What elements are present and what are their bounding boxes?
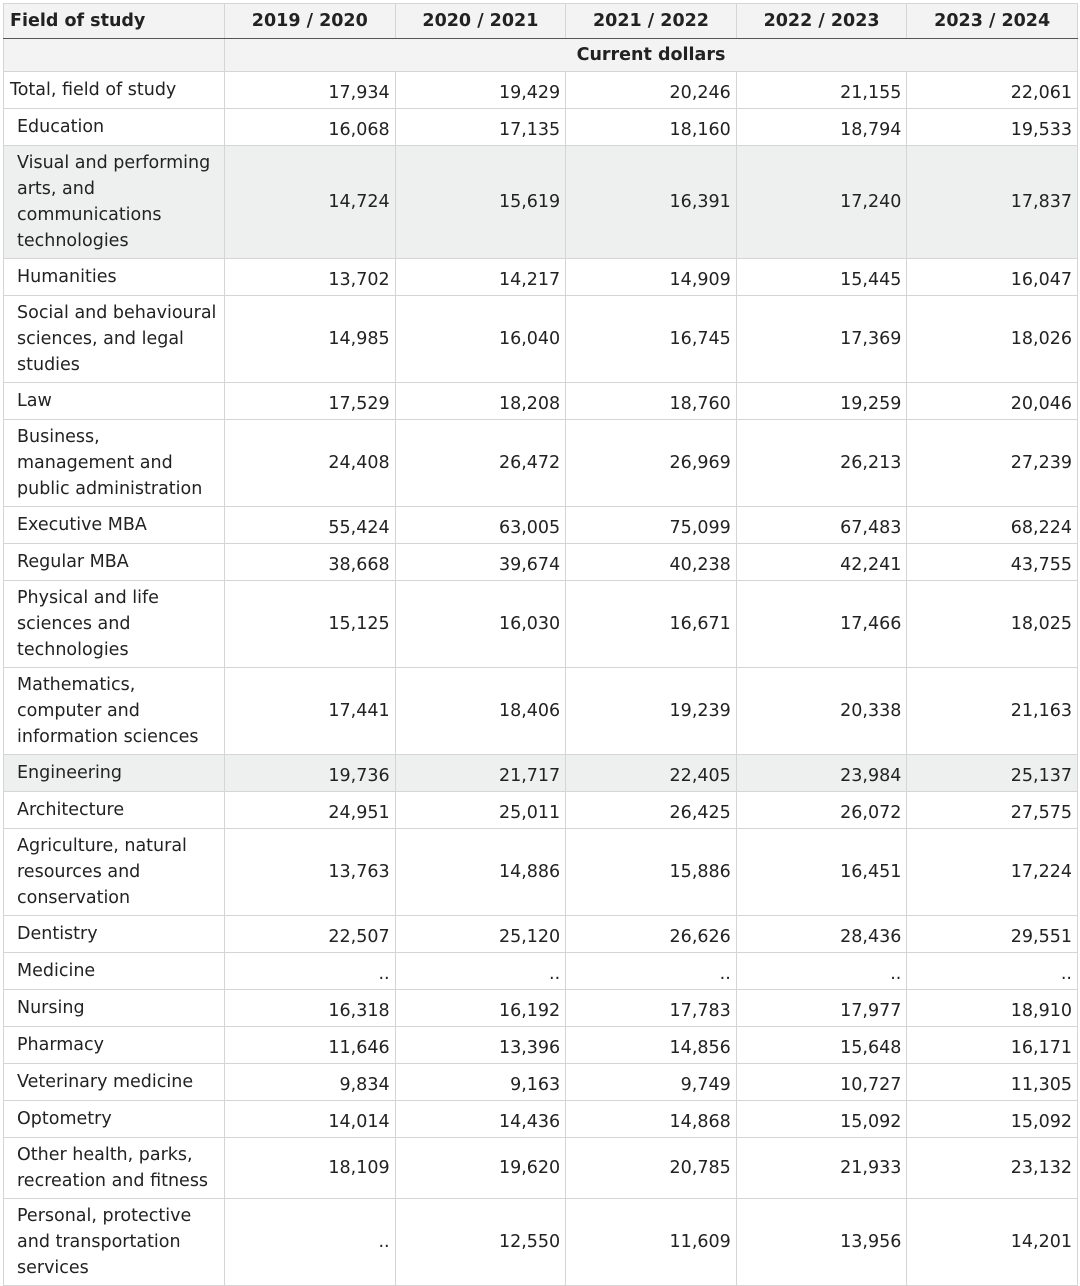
cell-2019-2020: 55,424 — [225, 507, 396, 544]
column-header-2019-2020[interactable]: 2019 / 2020 — [225, 4, 396, 39]
cell-2019-2020: 16,068 — [225, 109, 396, 146]
table-row — [4, 259, 1078, 296]
row-label: Executive MBA — [4, 507, 225, 544]
cell-2023-2024: 29,551 — [907, 916, 1078, 953]
units-row — [4, 39, 1078, 72]
cell-2021-2022: .. — [566, 953, 737, 990]
cell-2020-2021: 14,436 — [395, 1101, 566, 1138]
cell-2022-2023: 19,259 — [736, 383, 907, 420]
cell-2021-2022: 18,760 — [566, 383, 737, 420]
cell-2019-2020: 17,529 — [225, 383, 396, 420]
cell-2023-2024: 18,026 — [907, 296, 1078, 383]
cell-2020-2021: 16,192 — [395, 990, 566, 1027]
cell-2020-2021: .. — [395, 953, 566, 990]
cell-2019-2020: 14,014 — [225, 1101, 396, 1138]
row-label: Regular MBA — [4, 544, 225, 581]
cell-2020-2021: 12,550 — [395, 1199, 566, 1286]
row-label: Medicine — [4, 953, 225, 990]
cell-2021-2022: 11,609 — [566, 1199, 737, 1286]
cell-2022-2023: 21,155 — [736, 72, 907, 109]
cell-2022-2023: 42,241 — [736, 544, 907, 581]
cell-2019-2020: 22,507 — [225, 916, 396, 953]
cell-2023-2024: 21,163 — [907, 668, 1078, 755]
cell-2019-2020: 17,934 — [225, 72, 396, 109]
cell-2022-2023: 15,445 — [736, 259, 907, 296]
table-row — [4, 1138, 1078, 1199]
cell-2022-2023: 26,072 — [736, 792, 907, 829]
cell-2020-2021: 25,120 — [395, 916, 566, 953]
cell-2022-2023: 16,451 — [736, 829, 907, 916]
cell-2019-2020: 11,646 — [225, 1027, 396, 1064]
header-row — [4, 4, 1078, 39]
row-label: Other health, parks, recreation and fitness — [4, 1138, 225, 1199]
cell-2023-2024: 17,837 — [907, 146, 1078, 259]
cell-2023-2024: 68,224 — [907, 507, 1078, 544]
cell-2020-2021: 19,429 — [395, 72, 566, 109]
cell-2021-2022: 22,405 — [566, 755, 737, 792]
cell-2019-2020: 13,763 — [225, 829, 396, 916]
table-body — [4, 72, 1078, 1286]
cell-2019-2020: 17,441 — [225, 668, 396, 755]
row-label: Physical and life sciences and technologies — [4, 581, 225, 668]
cell-2019-2020: 24,951 — [225, 792, 396, 829]
cell-2020-2021: 14,886 — [395, 829, 566, 916]
cell-2019-2020: 18,109 — [225, 1138, 396, 1199]
table-row — [4, 1101, 1078, 1138]
cell-2021-2022: 26,969 — [566, 420, 737, 507]
column-header-field-of-study[interactable]: Field of study — [4, 4, 225, 39]
cell-2022-2023: 23,984 — [736, 755, 907, 792]
cell-2023-2024: 14,201 — [907, 1199, 1078, 1286]
cell-2022-2023: 17,240 — [736, 146, 907, 259]
cell-2019-2020: 38,668 — [225, 544, 396, 581]
cell-2023-2024: 25,137 — [907, 755, 1078, 792]
cell-2021-2022: 17,783 — [566, 990, 737, 1027]
row-label: Veterinary medicine — [4, 1064, 225, 1101]
cell-2020-2021: 13,396 — [395, 1027, 566, 1064]
cell-2020-2021: 17,135 — [395, 109, 566, 146]
row-label: Social and behavioural sciences, and legal studies — [4, 296, 225, 383]
row-label: Business, management and public administration — [4, 420, 225, 507]
row-label: Optometry — [4, 1101, 225, 1138]
cell-2021-2022: 26,425 — [566, 792, 737, 829]
row-label: Personal, protective and transportation services — [4, 1199, 225, 1286]
cell-2021-2022: 20,246 — [566, 72, 737, 109]
cell-2020-2021: 18,208 — [395, 383, 566, 420]
cell-2020-2021: 14,217 — [395, 259, 566, 296]
table-row — [4, 296, 1078, 383]
table-row — [4, 916, 1078, 953]
cell-2021-2022: 40,238 — [566, 544, 737, 581]
cell-2023-2024: 15,092 — [907, 1101, 1078, 1138]
row-label: Visual and performing arts, and communications technologies — [4, 146, 225, 259]
cell-2021-2022: 18,160 — [566, 109, 737, 146]
cell-2019-2020: 16,318 — [225, 990, 396, 1027]
cell-2022-2023: 15,092 — [736, 1101, 907, 1138]
table-row — [4, 109, 1078, 146]
row-label: Law — [4, 383, 225, 420]
table-header — [4, 4, 1078, 72]
table-row — [4, 544, 1078, 581]
units-row-spacer — [4, 39, 225, 72]
cell-2021-2022: 19,239 — [566, 668, 737, 755]
cell-2023-2024: 27,239 — [907, 420, 1078, 507]
cell-2022-2023: 13,956 — [736, 1199, 907, 1286]
cell-2023-2024: 11,305 — [907, 1064, 1078, 1101]
cell-2021-2022: 14,868 — [566, 1101, 737, 1138]
cell-2023-2024: 23,132 — [907, 1138, 1078, 1199]
cell-2023-2024: 18,910 — [907, 990, 1078, 1027]
cell-2023-2024: 20,046 — [907, 383, 1078, 420]
table-row — [4, 1199, 1078, 1286]
row-label: Agriculture, natural resources and conservation — [4, 829, 225, 916]
cell-2021-2022: 14,909 — [566, 259, 737, 296]
cell-2019-2020: 14,724 — [225, 146, 396, 259]
column-header-2023-2024[interactable]: 2023 / 2024 — [907, 4, 1078, 39]
units-label: Current dollars — [225, 39, 1078, 72]
cell-2022-2023: 17,369 — [736, 296, 907, 383]
cell-2023-2024: 18,025 — [907, 581, 1078, 668]
cell-2023-2024: 22,061 — [907, 72, 1078, 109]
table-row — [4, 792, 1078, 829]
cell-2021-2022: 26,626 — [566, 916, 737, 953]
cell-2023-2024: 16,171 — [907, 1027, 1078, 1064]
cell-2022-2023: 28,436 — [736, 916, 907, 953]
column-header-2020-2021[interactable]: 2020 / 2021 — [395, 4, 566, 39]
cell-2020-2021: 19,620 — [395, 1138, 566, 1199]
cell-2022-2023: 18,794 — [736, 109, 907, 146]
cell-2021-2022: 15,886 — [566, 829, 737, 916]
table-row — [4, 829, 1078, 916]
cell-2019-2020: 24,408 — [225, 420, 396, 507]
cell-2022-2023: 20,338 — [736, 668, 907, 755]
row-label: Engineering — [4, 755, 225, 792]
cell-2023-2024: 19,533 — [907, 109, 1078, 146]
cell-2021-2022: 9,749 — [566, 1064, 737, 1101]
row-label: Dentistry — [4, 916, 225, 953]
cell-2020-2021: 21,717 — [395, 755, 566, 792]
cell-2019-2020: 9,834 — [225, 1064, 396, 1101]
cell-2023-2024: .. — [907, 953, 1078, 990]
table-row — [4, 953, 1078, 990]
row-label: Mathematics, computer and information sciences — [4, 668, 225, 755]
table-row — [4, 507, 1078, 544]
row-label: Architecture — [4, 792, 225, 829]
cell-2019-2020: 15,125 — [225, 581, 396, 668]
cell-2022-2023: 21,933 — [736, 1138, 907, 1199]
table-row — [4, 146, 1078, 259]
cell-2020-2021: 25,011 — [395, 792, 566, 829]
row-label: Humanities — [4, 259, 225, 296]
cell-2019-2020: .. — [225, 1199, 396, 1286]
row-label: Education — [4, 109, 225, 146]
cell-2020-2021: 26,472 — [395, 420, 566, 507]
cell-2021-2022: 75,099 — [566, 507, 737, 544]
cell-2022-2023: 17,977 — [736, 990, 907, 1027]
cell-2022-2023: 10,727 — [736, 1064, 907, 1101]
cell-2023-2024: 27,575 — [907, 792, 1078, 829]
cell-2019-2020: 19,736 — [225, 755, 396, 792]
table-row — [4, 72, 1078, 109]
row-label: Total, field of study — [4, 72, 225, 109]
cell-2021-2022: 14,856 — [566, 1027, 737, 1064]
row-label: Nursing — [4, 990, 225, 1027]
cell-2020-2021: 63,005 — [395, 507, 566, 544]
cell-2019-2020: .. — [225, 953, 396, 990]
table-row — [4, 1064, 1078, 1101]
cell-2022-2023: 26,213 — [736, 420, 907, 507]
table-row — [4, 581, 1078, 668]
cell-2023-2024: 17,224 — [907, 829, 1078, 916]
column-header-2022-2023[interactable]: 2022 / 2023 — [736, 4, 907, 39]
table-row — [4, 383, 1078, 420]
cell-2020-2021: 15,619 — [395, 146, 566, 259]
cell-2022-2023: 67,483 — [736, 507, 907, 544]
table-row — [4, 990, 1078, 1027]
table-row — [4, 755, 1078, 792]
cell-2023-2024: 43,755 — [907, 544, 1078, 581]
table-row — [4, 668, 1078, 755]
cell-2021-2022: 16,745 — [566, 296, 737, 383]
cell-2020-2021: 16,040 — [395, 296, 566, 383]
cell-2020-2021: 39,674 — [395, 544, 566, 581]
cell-2019-2020: 14,985 — [225, 296, 396, 383]
row-label: Pharmacy — [4, 1027, 225, 1064]
cell-2022-2023: 17,466 — [736, 581, 907, 668]
table-row — [4, 420, 1078, 507]
cell-2020-2021: 18,406 — [395, 668, 566, 755]
cell-2021-2022: 16,391 — [566, 146, 737, 259]
column-header-2021-2022[interactable]: 2021 / 2022 — [566, 4, 737, 39]
cell-2022-2023: .. — [736, 953, 907, 990]
cell-2020-2021: 16,030 — [395, 581, 566, 668]
table-row — [4, 1027, 1078, 1064]
cell-2021-2022: 16,671 — [566, 581, 737, 668]
cell-2020-2021: 9,163 — [395, 1064, 566, 1101]
cell-2023-2024: 16,047 — [907, 259, 1078, 296]
cell-2021-2022: 20,785 — [566, 1138, 737, 1199]
cell-2019-2020: 13,702 — [225, 259, 396, 296]
cell-2022-2023: 15,648 — [736, 1027, 907, 1064]
tuition-table — [3, 3, 1078, 1286]
